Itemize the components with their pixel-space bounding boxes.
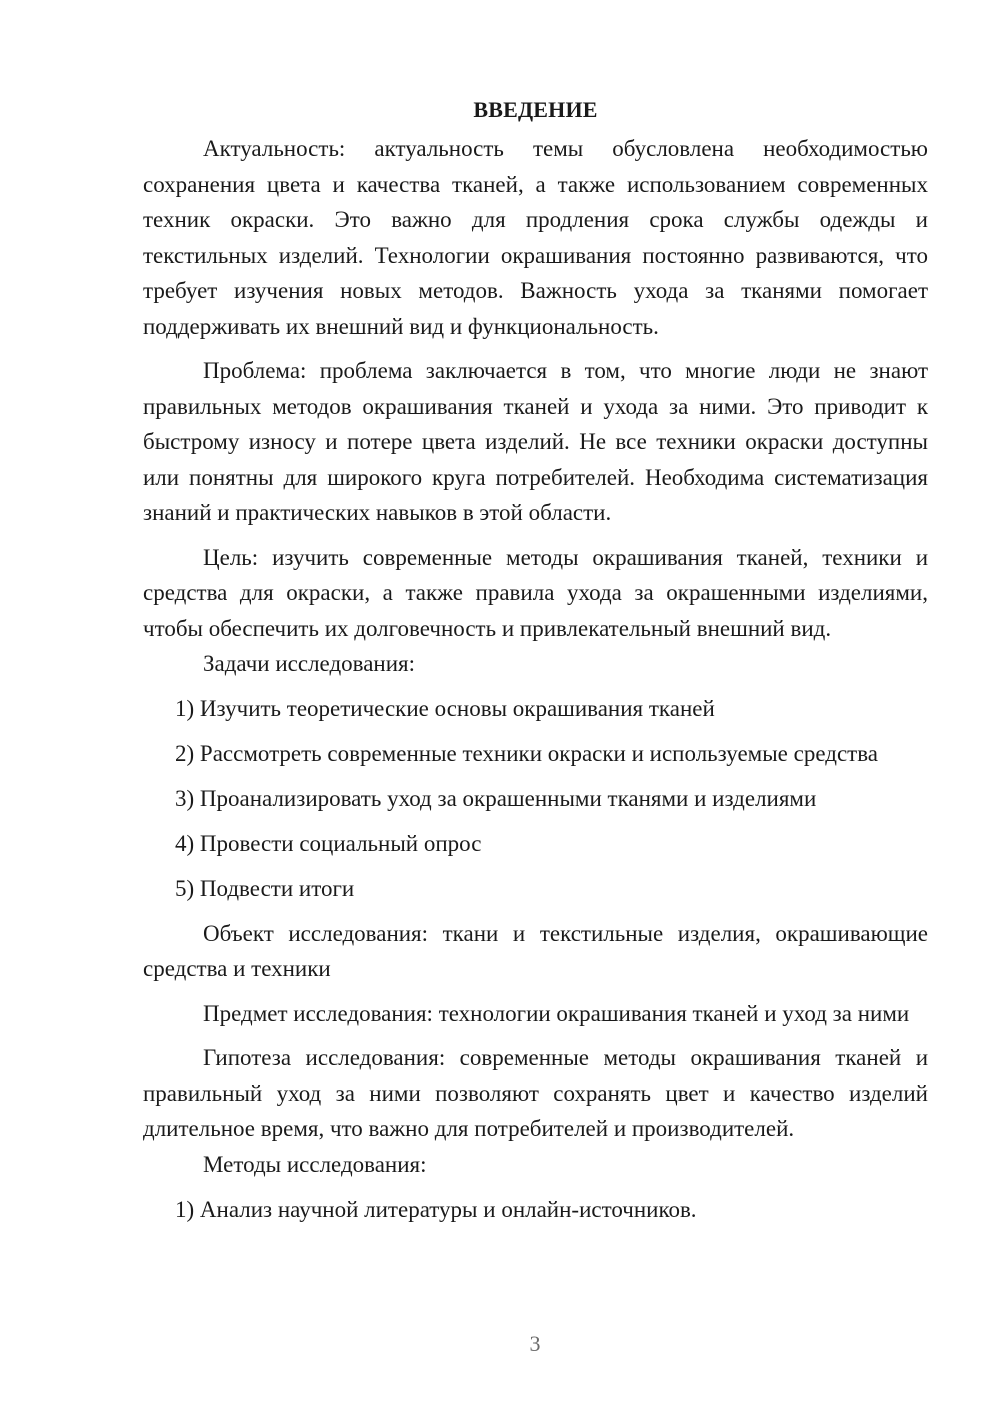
list-item: 2) Рассмотреть современные техники окраски и используемые средства [175,741,878,766]
page-number: 3 [529,1331,541,1356]
goal-paragraph: Цель: изучить современные методы окрашивания тканей, техники и средства для окраски, а также правила ухода за окрашенными изделиями, чтобы обеспечить их долговечность и привлекательный внешний вид. [143,544,928,641]
list-item: 5) Подвести итоги [175,876,355,901]
list-item: 1) Изучить теоретические основы окрашивания тканей [175,696,715,721]
methods-label: Методы исследования: [203,1151,427,1177]
relevance-paragraph: Актуальность: актуальность темы обусловлена необходимостью сохранения цвета и качества тканей, а также использованием современных техник окраски. Это важно для продления срока службы одежды и текстильных изделий. Технологии окрашивания постоянно развиваются, что требует изучения новых методов. Важность ухода за тканями помогает поддерживать их внешний вид и функциональность. [143,136,928,339]
object-paragraph: Объект исследования: ткани и текстильные изделия, окрашивающие средства и техники [143,920,928,981]
tasks-label: Задачи исследования: [203,651,416,676]
list-item: 4) Провести социальный опрос [175,831,482,856]
page-title: ВВЕДЕНИЕ [473,97,598,122]
hypothesis-paragraph: Гипотеза исследования: современные методы окрашивания тканей и правильный уход за ними позволяют сохранять цвет и качество изделий длительное время, что важно для потребителей и производителей. [143,1045,928,1141]
list-item: 3) Проанализировать уход за окрашенными тканями и изделиями [175,786,817,811]
list-item: 1) Анализ научной литературы и онлайн-источников. [175,1196,697,1222]
problem-paragraph: Проблема: проблема заключается в том, что многие люди не знают правильных методов окрашивания тканей и ухода за ними. Это приводит к быстрому износу и потере цвета изделий. Не все техники окраски доступны или понятны для широкого круга потребителей. Необходима систематизация знаний и практических навыков в этой области. [143,358,928,525]
page-content [143,92,928,1227]
subject-paragraph: Предмет исследования: технологии окрашивания тканей и уход за ними [203,1000,910,1026]
